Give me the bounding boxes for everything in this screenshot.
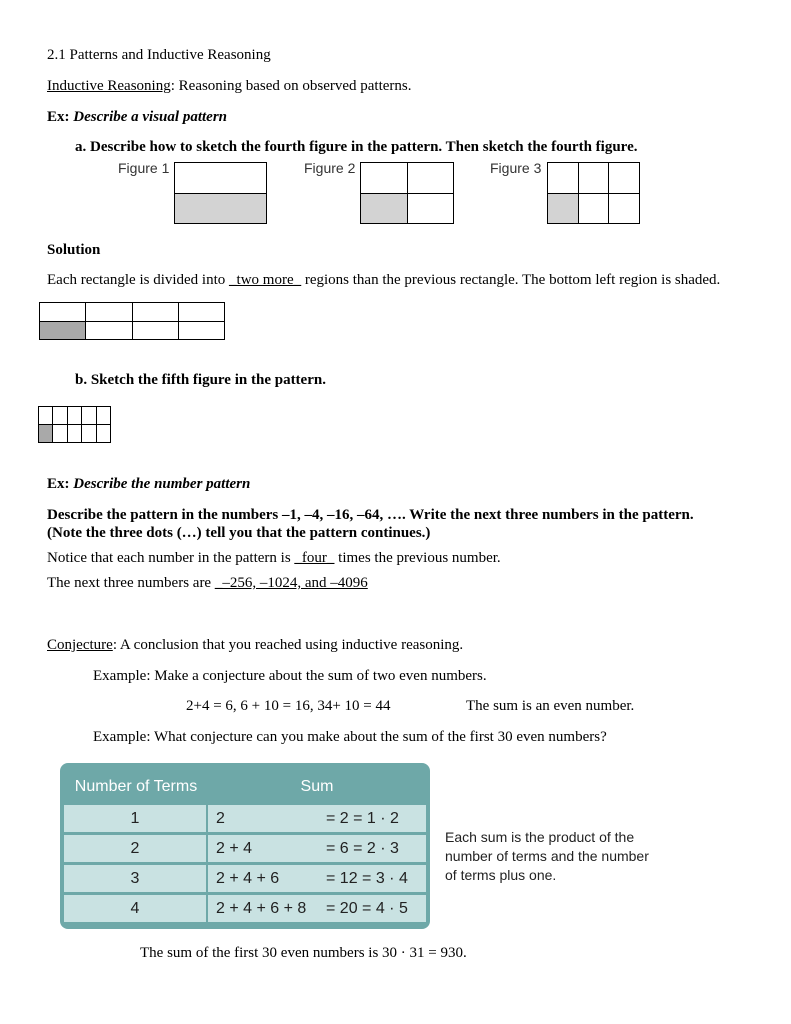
table-row xyxy=(64,835,426,862)
solution-pre: Each rectangle is divided into xyxy=(47,272,230,288)
definition-text: : A conclusion that you reached using inductive reasoning. xyxy=(112,637,464,653)
example-title: Describe the number pattern xyxy=(73,476,251,492)
sum-expression: 2 + 4 xyxy=(216,839,253,857)
definition-term: Conjecture xyxy=(47,637,113,653)
sum-expression: 2 + 4 + 6 + 8 xyxy=(216,899,307,917)
table-side-note xyxy=(445,828,649,885)
cell-sum xyxy=(208,895,426,922)
solution-text xyxy=(47,272,720,289)
figure-2 xyxy=(360,162,454,224)
cell-terms: 4 xyxy=(64,895,208,922)
cell-sum xyxy=(208,805,426,832)
cell-sum xyxy=(208,835,426,862)
example-1-conclusion: The sum is an even number. xyxy=(466,698,635,714)
cell-terms: 3 xyxy=(64,865,208,892)
notice-post: times the previous number. xyxy=(334,550,501,566)
part-b-question: b. Sketch the fifth figure in the pattern. xyxy=(75,372,326,388)
next-pre: The next three numbers are xyxy=(47,575,215,591)
definition-term: Inductive Reasoning xyxy=(47,78,171,94)
header-number-of-terms: Number of Terms xyxy=(74,778,198,795)
figure-1-label: Figure 1 xyxy=(118,160,170,176)
example-heading-number xyxy=(47,476,250,493)
solution-post: regions than the previous rectangle. The bottom left region is shaded. xyxy=(301,272,721,288)
page-title: 2.1 Patterns and Inductive Reasoning xyxy=(47,47,271,63)
sum-result: = 12 = 3 · 4 xyxy=(326,869,408,887)
figure-2-label: Figure 2 xyxy=(304,160,356,176)
part-a-question: a. Describe how to sketch the fourth figure in the pattern. Then sketch the fourth figure. xyxy=(75,139,638,155)
cell-sum xyxy=(208,865,426,892)
sum-expression: 2 + 4 + 6 xyxy=(216,869,280,887)
figure-4-sketch xyxy=(39,302,225,340)
notice-text xyxy=(47,550,501,567)
next-numbers-text xyxy=(47,575,368,592)
figure-5-sketch xyxy=(38,406,111,443)
number-question-line2: (Note the three dots (…) tell you that the pattern continues.) xyxy=(47,525,431,541)
sum-table-panel xyxy=(60,763,430,929)
cell-terms: 1 xyxy=(64,805,208,832)
figure-3-label: Figure 3 xyxy=(490,160,542,176)
example-prefix: Ex: xyxy=(47,476,74,492)
example-prefix: Ex: xyxy=(47,109,74,125)
sum-table xyxy=(64,769,426,925)
cell-terms: 2 xyxy=(64,835,208,862)
table-row xyxy=(64,895,426,922)
example-title: Describe a visual pattern xyxy=(73,109,227,125)
sum-result: = 20 = 4 · 5 xyxy=(326,899,408,917)
note-line: Each sum is the product of the xyxy=(445,829,635,845)
example-1-work: 2+4 = 6, 6 + 10 = 16, 34+ 10 = 44 xyxy=(186,698,391,714)
final-statement: The sum of the first 30 even numbers is 30 · 31 = 930. xyxy=(140,945,467,961)
notice-blank: _four_ xyxy=(294,550,335,566)
example-2-prompt: Example: What conjecture can you make about the sum of the first 30 even numbers? xyxy=(93,729,607,745)
header-sum: Sum xyxy=(300,778,334,795)
next-blank: _–256, –1024, and –4096 xyxy=(214,575,368,591)
table-row xyxy=(64,865,426,892)
figure-1 xyxy=(174,162,267,224)
definition-text: : Reasoning based on observed patterns. xyxy=(170,78,412,94)
example-heading-visual xyxy=(47,109,227,126)
example-1-prompt: Example: Make a conjecture about the sum of two even numbers. xyxy=(93,668,487,684)
note-line: number of terms and the number xyxy=(445,848,649,864)
sum-result: = 6 = 2 · 3 xyxy=(326,839,399,857)
number-question-line1: Describe the pattern in the numbers –1, –4, –16, –64, …. Write the next three numbers in the pattern. xyxy=(47,507,694,523)
definition-inductive xyxy=(47,78,412,95)
notice-pre: Notice that each number in the pattern is xyxy=(47,550,295,566)
definition-conjecture xyxy=(47,637,463,654)
table-header-row xyxy=(64,772,426,802)
sum-result: = 2 = 1 · 2 xyxy=(326,809,399,827)
figure-3 xyxy=(547,162,640,224)
solution-blank: _two more_ xyxy=(229,272,302,288)
solution-label: Solution xyxy=(47,242,101,258)
note-line: of terms plus one. xyxy=(445,867,557,883)
table-row xyxy=(64,805,426,832)
sum-expression: 2 xyxy=(216,809,225,827)
